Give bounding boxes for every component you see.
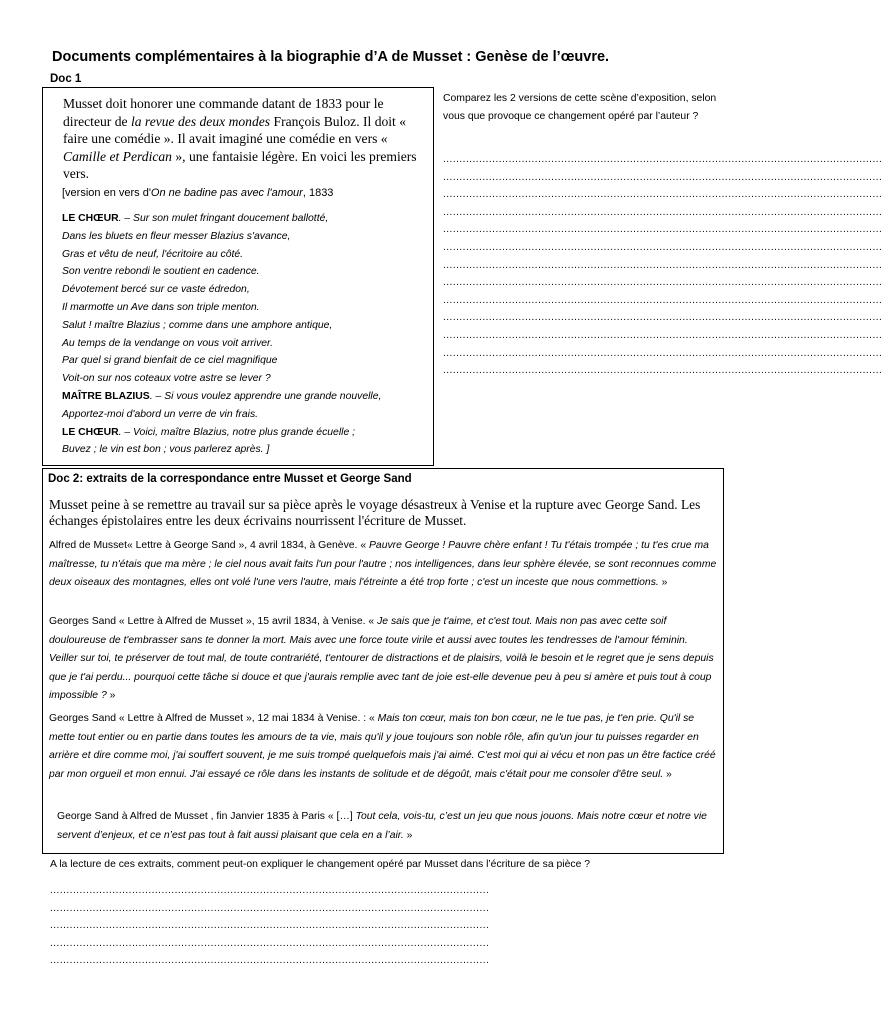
answer-lines-2[interactable]: ...................................................................................................................................... ...................................................................................................................................... ...................................................................................................................................... ...................................................................................................................................... ...................................................................................................................................... bbox=[50, 885, 490, 967]
verse-line: Salut ! maître Blazius ; comme dans une amphore antique, bbox=[62, 319, 333, 331]
verse-line: Au temps de la vendange on vous voit arriver. bbox=[62, 337, 274, 349]
question-1: Comparez les 2 versions de cette scène d’exposition, selon vous que provoque ce changement opéré par l’auteur ? bbox=[443, 93, 717, 123]
letter-3: Georges Sand « Lettre à Alfred de Musset », 12 mai 1834 à Venise. : « Mais ton cœur, mais ton bon cœur, ne le tue pas, je t'en prie. Qu'il se mette tout entier ou en partie dans toutes les amours de ta vie, mais qu'il y joue toujours son noble rôle, afin qu'un jour tu puisses regarder en arrière et dire comme moi, j'ai souffert souvent, je me suis trompé quelquefois mais j'ai aimé. C'est moi qui ai vécu et non pas un être factice créé par mon orgueil et mon ennui. J'ai essayé ce rôle dans les instants de solitude et de dégoût, mais c'était pour me consoler d'être seul. » bbox=[49, 713, 716, 780]
verse-line: Gras et vêtu de neuf, l'écritoire au côté. bbox=[62, 248, 244, 260]
verse-line: Voit-on sur nos coteaux votre astre se lever ? bbox=[62, 373, 271, 385]
verse-line: Il marmotte un Ave dans son triple menton. bbox=[62, 301, 260, 313]
verse-line: Dans les bluets en fleur messer Blazius s'avance, bbox=[62, 230, 291, 242]
verse-line: Son ventre rebondi le soutient en cadence. bbox=[62, 266, 260, 278]
verse-line: Dévotement bercé sur ce vaste édredon, bbox=[62, 284, 250, 296]
verse-line: Apportez-moi d'abord un verre de vin frais. bbox=[62, 408, 259, 420]
verse-line: MAÎTRE BLAZIUS. – Si vous voulez apprendre une grande nouvelle, bbox=[62, 390, 382, 402]
verse-line: Par quel si grand bienfait de ce ciel magnifique bbox=[62, 355, 278, 367]
doc1-verses bbox=[62, 210, 381, 459]
verse-line: Buvez ; le vin est bon ; vous parlerez après. ] bbox=[62, 444, 270, 456]
doc1-label: Doc 1 bbox=[50, 73, 82, 85]
letter-1: Alfred de Musset« Lettre à George Sand », 4 avril 1834, à Genève. « Pauvre George ! Pauvre chère enfant ! Tu t'étais trompée ; tu t'es crue ma maîtresse, tu n'étais que ma mère ; le ciel nous avait faits l'un pour l'autre ; nos intelligences, dans leur sphère élevée, se sont reconnues comme deux oiseaux des montagnes, elles ont volé l'une vers l'autre, mais l'étreinte a été trop forte ; c'est un inceste que nous commettions. » bbox=[49, 540, 717, 589]
doc1-version-note: [version en vers d'On ne badine pas avec l'amour, 1833 bbox=[62, 187, 334, 199]
letter-4: George Sand à Alfred de Musset , fin Janvier 1835 à Paris « […] Tout cela, vois-tu, c’est un jeu que nous jouons. Mais notre cœur et notre vie servent d’enjeux, et ce n’est pas tout à fait aussi plaisant que cela en a l’air. » bbox=[57, 811, 707, 841]
doc1-intro: Musset doit honorer une commande datant de 1833 pour le directeur de la revue des deux mondes François Buloz. Il doit « faire une comédie ». Il avait imaginé une comédie en vers « Camille et Perdican », une fantaisie légère. En voici les premiers vers. bbox=[63, 96, 417, 181]
verse-line: LE CHŒUR. – Voici, maître Blazius, notre plus grande écuelle ; bbox=[62, 426, 355, 438]
doc2-intro: Musset peine à se remettre au travail sur sa pièce après le voyage désastreux à Venise et la rupture avec George Sand. Les échanges épistolaires entre les deux écrivains nourrissent l'écriture de Musset. bbox=[49, 497, 701, 528]
doc2-title: Doc 2: extraits de la correspondance entre Musset et George Sand bbox=[48, 473, 412, 485]
answer-lines-1[interactable]: ...................................................................................................................................... ...................................................................................................................................... ...................................................................................................................................... ...................................................................................................................................... ...................................................................................................................................... ...................................................................................................................................... ...................................................................................................................................... ...................................................................................................................................... ...................................................................................................................................... ...................................................................................................................................... ...................................................................................................................................... ...................................................................................................................................... ...................................................................................................................................... bbox=[443, 154, 882, 377]
letter-2: Georges Sand « Lettre à Alfred de Musset », 15 avril 1834, à Venise. « Je sais que je t'aime, et c'est tout. Mais non pas avec cette soif douloureuse de t'embrasser sans te donner la mort. Mais avec une force toute virile et aussi avec toutes les tendresses de l'amour féminin. Veiller sur toi, te préserver de tout mal, de toute contrariété, t'entourer de distractions et de plaisirs, voilà le besoin et le regret que je sens depuis que je t'ai perdu... pourquoi cette tâche si douce et que j'aurais remplie avec tant de joie est-elle devenue peu à peu si amère et puis tout à coup impossible ? » bbox=[49, 616, 714, 702]
page-title: Documents complémentaires à la biographie d’A de Musset : Genèse de l’œuvre. bbox=[52, 49, 610, 65]
verse-line: LE CHŒUR. – Sur son mulet fringant doucement ballotté, bbox=[62, 213, 329, 224]
question-2: A la lecture de ces extraits, comment peut-on expliquer le changement opéré par Musset dans l’écriture de sa pièce ? bbox=[50, 859, 591, 870]
